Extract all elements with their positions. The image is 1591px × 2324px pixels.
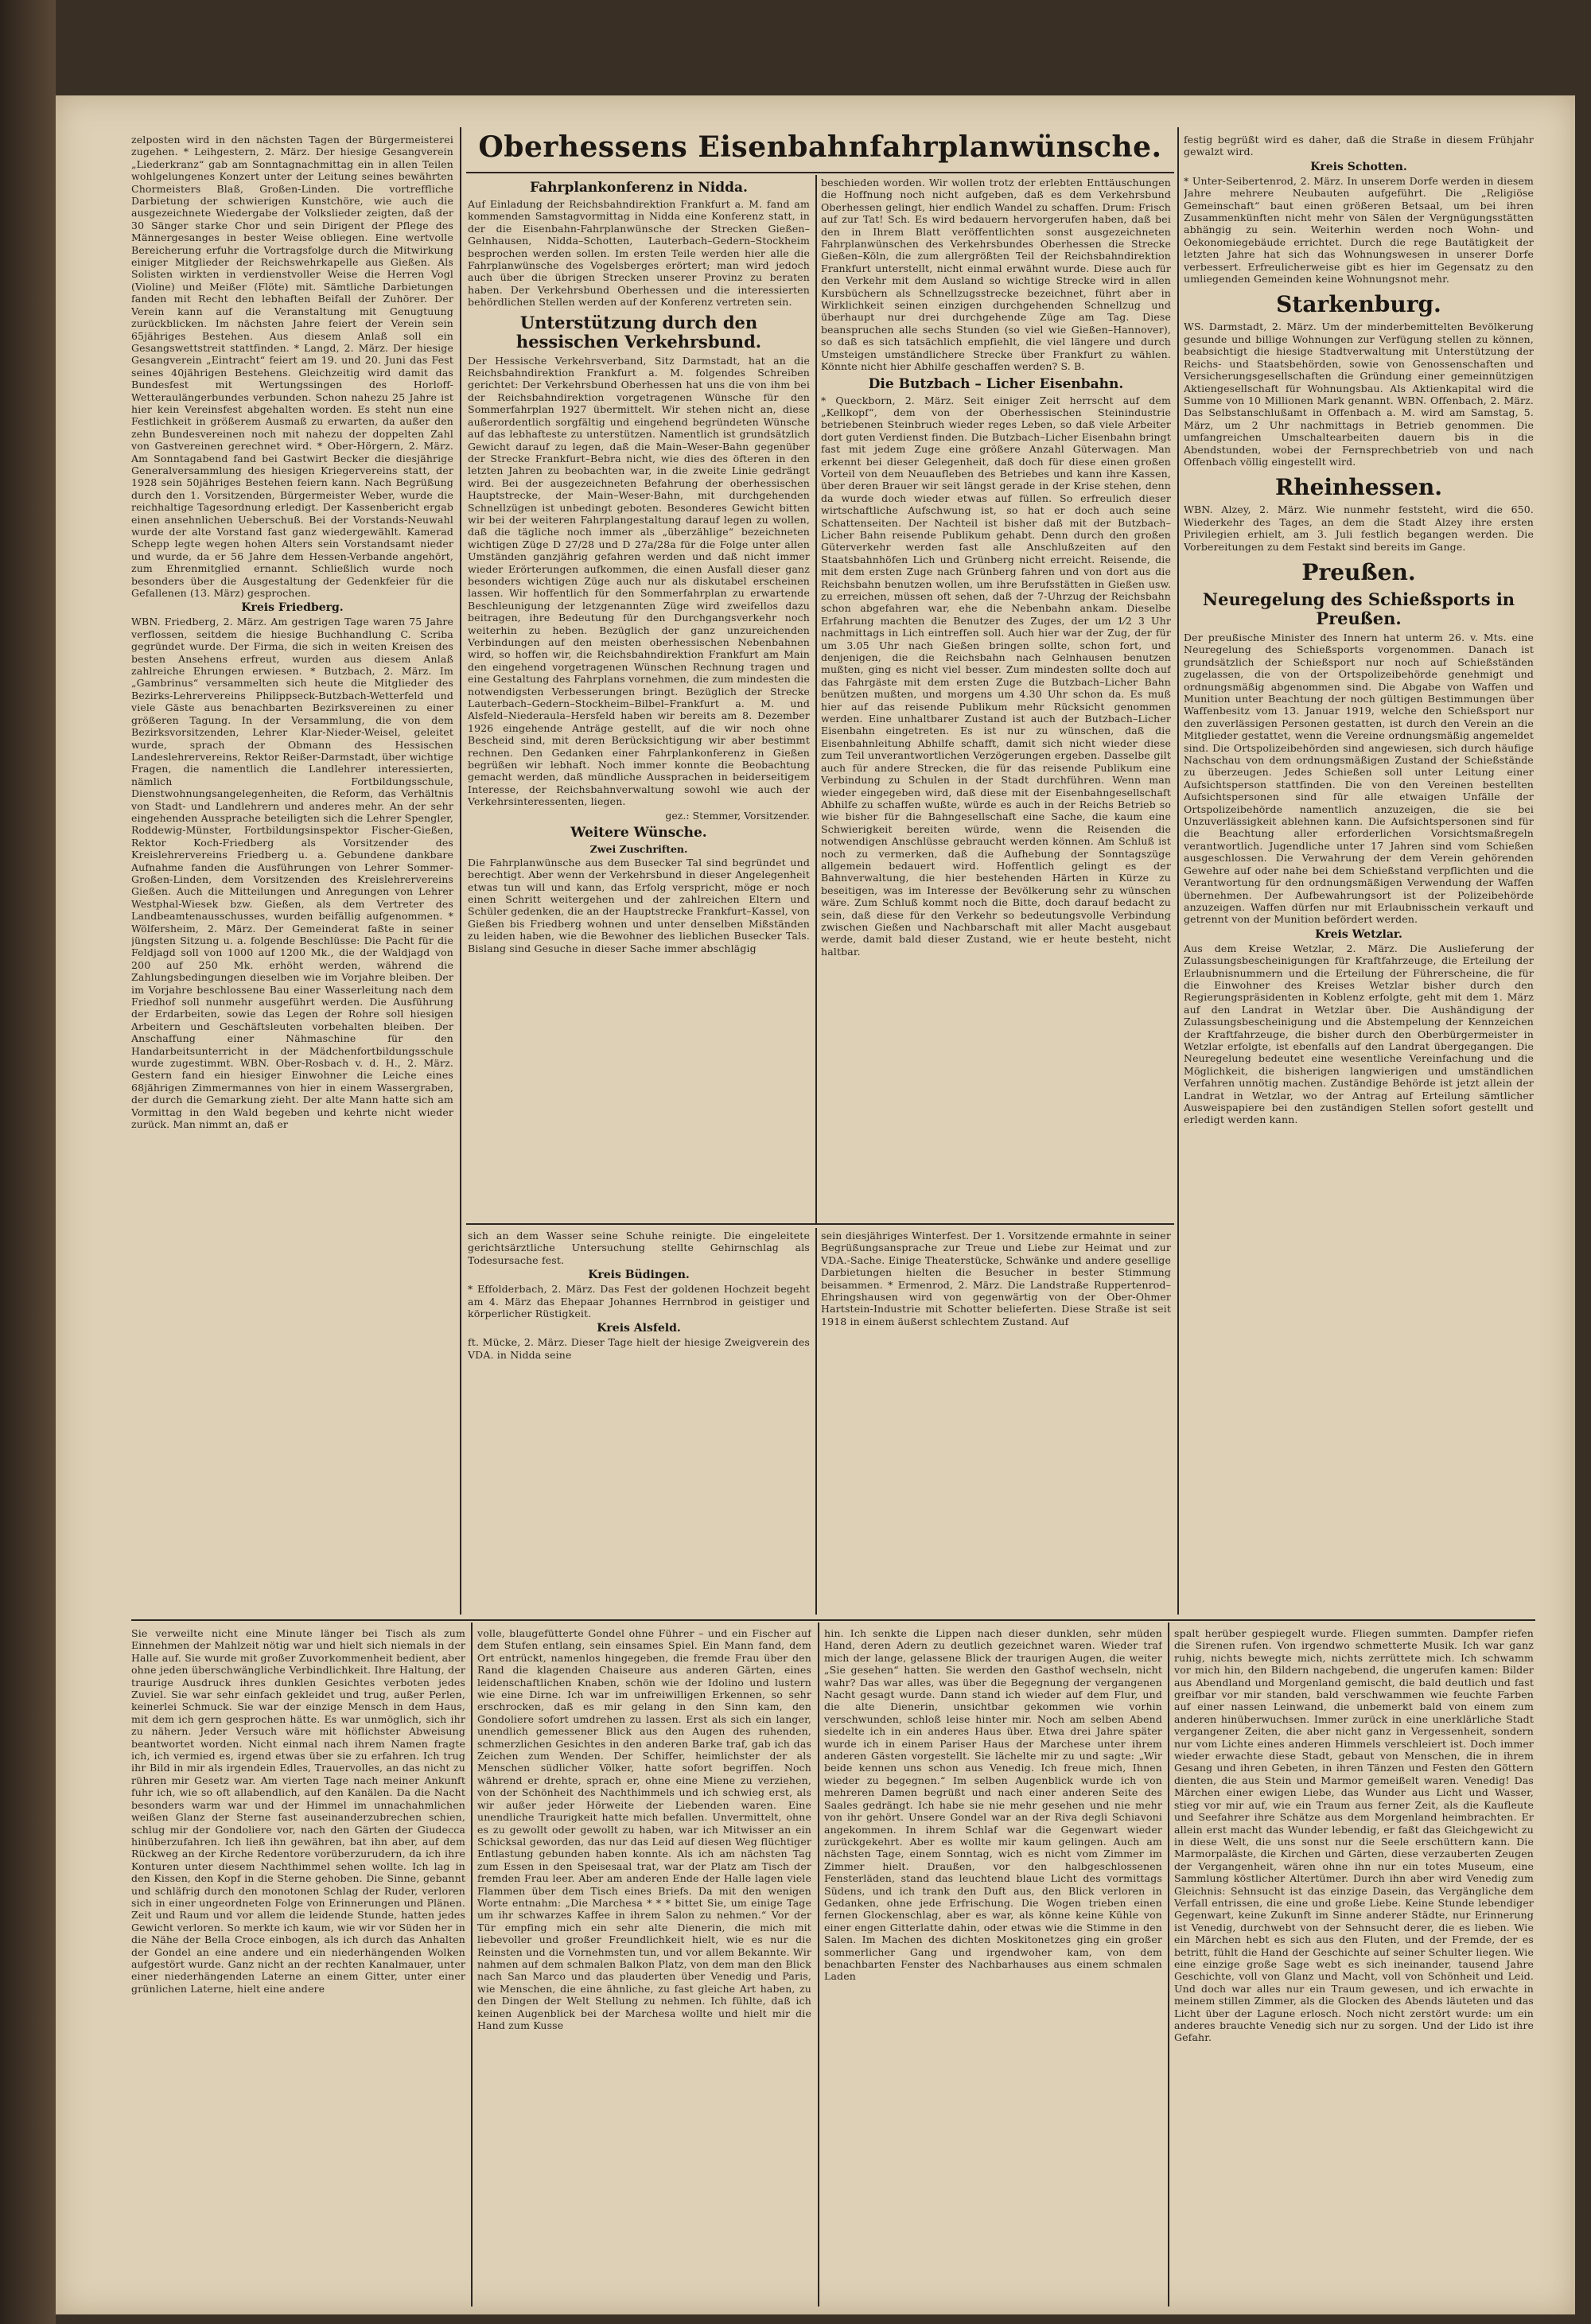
article-header [466,127,1174,169]
column-3-text-2: * Queckborn, 2. März. Seit einiger Zeit herrscht auf dem „Kellkopf“, dem von der Oberhessischen Steinindustrie betriebenen Steinbruch wieder reges Leben, so daß viele Arbeiter dort guten Verdienst finden. Die Butzbach–Licher Eisenbahn bringt fast mit jedem Zuge eine größere Anzahl Güterwagen. Man erkennt bei dieser Gelegenheit, daß doch für diese einen großen Vorteil von dem Neuaufleben des Betriebes und kann ihre Kassen, über deren Brauer wir seit längst gerade in der Krise stehen, denn da wurde doch wieder etwas auf füllen. So erfreulich dieser wirtschaftliche Aufschwung ist, so hat er doch auch seine Schattenseiten. Der Nachteil ist bisher daß mit der Butzbach–Licher Bahn reisende Publikum gehabt. Denn durch den großen Güterverkehr werden fast alle Anschlußzeiten auf den Staatsbahnhöfen Lich und Grünberg nicht erreicht. Reisende, die mit dem ersten Zuge nach Grünberg fahren und von dort aus die Reichsbahn benutzen wollen, um ihre Berufsstätten in Gießen usw. zu erreichen, müssen oft sehen, daß der 7-Uhrzug der Reichsbahn schon abgefahren war, ehe die Nebenbahn ankam. Dieselbe Erfahrung machten die Benutzer des Zuges, der um 1⁄2 3 Uhr nachmittags in Lich eintreffen soll. Auch hier war der Zug, der für um 3.05 Uhr nach Gießen bringen sollte, schon fort, und denjenigen, die die Reichsbahn nach Gelnhausen benutzen mußten, ging es nicht viel besser. Zum mindesten sollte doch auf das Fahrgäste mit dem ersten Zuge die Butzbach–Licher Bahn benützen mußten, und morgens um 4.30 Uhr schon da. Es muß hier auf das reisende Publikum mehr Rücksicht genommen werden. Eine unhaltbarer Zustand ist auch der Butzbach–Licher Eisenbahn eingetreten. Es ist nur zu wünschen, daß die Eisenbahnleitung Abhilfe schafft, damit sich nicht wieder diese zum Teil unverantwortlichen Verzögerungen ergeben. Dasselbe gilt auch für andere Strecken, die für das reisende Publikum eine Verbindung zu Schulen in der Stadt durchführen. Wenn man wieder eingegeben wird, daß diese mit der Eisenbahngesellschaft Abhilfe zu schaffen wußte, würde es auch in der Reichs Betrieb so wie bisher für die Bahngesellschaft eine Sache, die kaum eine Schwierigkeit bereiten würde, wenn die Reisenden die notwendigen Anschlüsse gebraucht werden können. Am Schluß ist noch zu vermerken, daß die Aufhebung der Sonntagszüge allgemein bedauert wird. Hoffentlich gelingt es der Bahnverwaltung, die hier bestehenden Härten in Kürze zu beseitigen, was im Interesse der Bevölkerung sehr zu wünschen wäre. Zum Schluß kommt noch die Bitte, doch darauf bedacht zu sein, daß diese für den Verkehr so bedeutungsvolle Verbindung zwischen Gießen und Nachbarschaft mit aller Macht ausgebaut werde, damit bald dieser Zustand, wie er heute besteht, nicht haltbar. [821,394,1171,958]
column-4-text: festig begrüßt wird es daher, daß die Straße in diesem Frühjahr gewalzt wird. [1184,134,1534,158]
heading-rheinhessen: Rheinhessen. [1274,474,1443,501]
heading-kreis-buedingen: Kreis Büdingen. [588,1269,690,1282]
column-2-text-2: Der Hessische Verkehrsverband, Sitz Darmstadt, hat an die Reichsbahndirektion Frankfurt a. M. folgendes Schreiben gerichtet: Der Verkehrsbund Oberhessen hat uns die von ihm bei der Reichsbahndirektion vorgetragenen Wünsche für den Sommerfahrplan 1927 übermittelt. Wir stehen nicht an, diese außerordentlich sorgfältig und eingehend begründeten Wünsche auf das lebhafteste zu unterstützen. Namentlich ist grundsätzlich Gewicht darauf zu legen, daß die Main–Weser-Bahn gegenüber der Strecke Frankfurt–Bebra nicht, wie dies des öfteren in den letzten Jahren zu beobachten war, in die zweite Linie gedrängt wird. Bei der ausgezeichneten Befahrung der oberhessischen Hauptstrecke, der Main–Weser-Bahn, mit durchgehenden Schnellzügen ist unbedingt geboten. Besonderes Gewicht bitten wir bei der weiteren Fahrplangestaltung darauf legen zu wollen, daß die tägliche noch immer als „überzählige“ bezeichneten wichtigen Züge D 27/28 und D 27a/28a für die Folge unter allen Umständen ganzjährig gefahren werden und daß nicht immer wieder Erörterungen aufkommen, die einen Ausfall dieser ganz besonders wichtigen Züge auch nur als diskutabel erscheinen lassen. Wir hoffentlich für den Sommerfahrplan zu erwartende Beschleunigung der letzgenannten Züge wird zweifellos dazu beitragen, ihre Bedeutung für den Durchgangsverkehr noch weiterhin zu heben. Bezüglich der ganz unzureichenden Verbindungen auf den meisten oberhessischen Nebenbahnen wird, so hoffen wir, die Reichsbahndirektion Frankfurt am Main den eingehend vorgetragenen Wünschen Rechnung tragen und eine Gestaltung des Fahrplans vornehmen, die zum mindesten die notwendigsten Verbesserungen bringt. Bezüglich der Strecke Lauterbach–Gedern–Stockheim–Bilbel–Frankfurt a. M. und Alsfeld–Niederaula–Hersfeld haben wir bereits am 8. Dezember 1926 eingehende Anträge gestellt, auf die wir noch ohne Bescheid sind, mit deren Berücksichtigung wir aber bestimmt rechnen. Den Gedanken einer Fahrplankonferenz in Gießen begrüßen wir lebhaft. Noch immer konnte die Beobachtung gemacht werden, daß mündliche Aussprachen in beiderseitigem Interesse, der Reichsbahnverwaltung sowohl wie auch der Verkehrsinteressenten, liegen. [468,354,810,808]
heading-kreis-friedberg: Kreis Friedberg. [241,601,344,615]
heading-fahrplankonferenz: Fahrplankonferenz in Nidda. [530,180,748,196]
scan-background [56,0,1591,95]
feuilleton-rule [131,1619,1535,1621]
heading-butzbach-licher: Die Butzbach – Licher Eisenbahn. [868,375,1124,392]
heading-preussen: Preußen. [1301,558,1416,585]
column-2-lower [468,1230,810,1615]
column-1 [131,134,453,1613]
column-2-lower-text-2: * Effolderbach, 2. März. Das Fest der goldenen Hochzeit begeht am 4. März das Ehepaar Johannes Herrnbrod in geistiger und körperlicher Rüstigkeit. [468,1283,810,1320]
heading-zwei-zuschriften: Zwei Zuschriften. [589,842,688,855]
column-rule [815,175,817,1223]
feuilleton-column-3 [824,1627,1162,2303]
feuilleton-text-2: volle, blaugefütterte Gondel ohne Führer – und ein Fischer auf dem Stufen entlang, sein einsames Spiel. Ein Mann fand, dem Ort entrückt, namenlos hingegeben, die fremde Frau über den Rand die klagenden Chaiseure aus anderen Gärten, eines leidenschaftlichen Knaben, schön wie der Idolino und lustern wie eine Dirne. Ich war im unfreiwilligen Erkennen, so sehr erschrocken, daß es mir gelang in den Sinn kam, den Gondoliere sofort umdrehen zu lassen. Erst als sich ein langer, unendlich gemessener Blick aus den Augen des ruhenden, schmerzlichen Gesichtes in den anderen Barke traf, gab ich das Zeichen zum Wenden. Der Schiffer, heimlichster der als Menschen südlicher Völker, hatte sofort begriffen. Noch während er drehte, sprach er, ohne eine Miene zu verziehen, von der Schönheit des Nachthimmels und ich schwieg erst, als wir außer jeder Hörweite der Liebenden waren. Eine unendliche Traurigkeit hatte mich befallen. Unvermittelt, ohne es zu gewollt oder gewollt zu haben, war ich Mitwisser an ein Schicksal geworden, das nur das Leid auf diesen Weg flüchtiger Entlastung gebunden haben konnte. Als ich am nächsten Tag zum Essen in den Speisesaal trat, war der Platz am Tisch der fremden Frau leer. Aber am anderen Ende der Halle lagen viele Flammen über dem Tisch eines Briefs. Da mit den wenigen Worte entnahm: „Die Marchesa * * * bittet Sie, um einige Tage um ihr schwarzes Kaffee in ihrem Salon zu nehmen.“ Vor der Tür empfing mich ein sehr alte Dienerin, die mich mit liebevoller und großer Freundlichkeit hielt, wie es nur die Reinsten und die Vornehmsten tun, und vor allem Bekannte. Wir nahmen auf dem schmalen Balkon Platz, von dem man den Blick nach San Marco und das plauderten über Venedig und Paris, wie Menschen, die eine ähnliche, zu fast gleiche Art haben, zu den Dingen der Welt Stellung zu nehmen. Ich fühlte, daß ich keinen Augenblick bei der Marchesa wollte und hielt mir die Hand zum Kusse [477,1627,811,2031]
column-2-lower-text: sich an dem Wasser seine Schuhe reinigte. Die eingeleitete gerichtsärztliche Untersuchung stellte Gehirnschlag als Todesursache fest. [468,1230,810,1266]
signature: gez.: Stemmer, Vorsitzender. [665,809,810,822]
heading-kreis-schotten: Kreis Schotten. [1310,160,1407,173]
column-4-text-2: WS. Darmstadt, 2. März. Um der minderbemittelten Bevölkerung gesunde und billige Wohnungen zur Verfügung stellen zu können, beabsichtigt die hiesige Stadtverwaltung mit Unterstützung der Reichs- und Staatsbehörden, sowie von Genossenschaften und Versicherungsgesellschaften die Gründung einer gemeinnützigen Aktiengesellschaft für Wohnungsbau. Als Aktienkapital wird die Summe von 10 Millionen Mark genannt. WBN. Offenbach, 2. März. Das Selbstanschlußamt in Offenbach a. M. wird am Samstag, 5. März, um 2 Uhr nachmittags in Betrieb genommen. Die umfangreichen Umschaltearbeiten dauern bis in die Abendstunden, wobei der Fernsprechbetrieb von und nach Offenbach völlig eingestellt wird. [1184,321,1534,468]
column-rule [815,1228,817,1615]
newspaper-page [56,95,1575,2314]
column-rule [1177,127,1179,1615]
feuilleton-text-3: hin. Ich senkte die Lippen nach dieser dunklen, sehr müden Hand, deren Adern zu deutlich gezeichnet waren. Wieder traf mich der lange, gelassene Blick der traurigen Augen, die weiter „Sie gesehen“ hatten. Sie werden den Gasthof wechseln, nicht wahr? Das war alles, was über die Begegnung der vergangenen Nacht gesagt wurde. Dann stand ich wieder auf dem Flur, und die alte Dienerin, unsichtbar gekommen wie vorhin verschwunden, schloß leise hinter mir. Noch am selben Abend siedelte ich in ein anderes Haus über. Etwa drei Jahre später wurde ich in einem Pariser Haus der Marchese unter ihrem anderen Gästen vorgestellt. Sie lächelte mir zu und sagte: „Wir beide kennen uns schon aus Venedig. Ich freue mich, Ihnen wieder zu begegnen.“ Im selben Augenblick wurde ich von mehreren Damen begrüßt und nach einer anderen Seite des Saales gedrängt. Ich habe sie nie mehr gesehen und nie mehr von ihr gehört. Unsere Gondel war an der Riva degli Schiavoni angekommen. In ihrem Schlaf war die Gegenwart wieder zurückgekehrt. Aber es wollte mir kaum gelingen. Auch am nächsten Tage, einem Sonntag, wich es nicht vom Zimmer im Zimmer hielt. Draußen, vor den halbgeschlossenen Fensterläden, stand das leuchtend blaue Licht des vormittags Südens, und ich trank den Duft aus, den Blick verloren in Gedanken, ohne jede Erfrischung. Die Wogen trieben einen fernen Glockenschlag, aber es war, als könne keine Kühle von einer engen Gitterlatte dahin, oder etwas wie die Stimme in den Salen. Im Machen des dichten Moskitonetzes ging ein großer sommerlicher Gang und irgendwoher kam, von dem benachbarten Fenster des Nachbarhauses aus einem schmalen Laden [824,1627,1162,1983]
section-rule [466,1223,1174,1225]
column-3-lower-text: sein diesjähriges Winterfest. Der 1. Vorsitzende ermahnte in seiner Begrüßungsansprache zur Treue und Liebe zur Heimat und zur VDA.-Sache. Einige Theaterstücke, Schwänke und andere gesellige Darbietungen hielten die Besucher in bester Stimmung beisammen. * Ermenrod, 2. März. Die Landstraße Ruppertenrod–Ehringshausen wird von gegenwärtig von der Ober-Ohmer Hartstein-Industrie mit Schotter belieferten. Diese Straße ist seit 1918 in einem äußerst schlechtem Zustand. Auf [821,1230,1171,1327]
headline-rule [466,172,1174,173]
column-rule [460,127,461,1615]
column-1-text: zelposten wird in den nächsten Tagen der Bürgermeisterei zugehen. * Leihgestern, 2. März. Der hiesige Gesangverein „Liederkranz“ gab am Sonntagnachmittag ein in allen Teilen wohlgelungenes Konzert unter der Leitung seines bewährten Chormeisters Blaß, Großen-Linden. Die vortreffliche Darbietung der schwierigen Kunstchöre, wie auch die ausgezeichnete Wiedergabe der Volkslieder zeigten, daß der 30 Sänger starke Chor und sein Dirigent der Pflege des Männergesanges in bester Weise obliegen. Eine wertvolle Bereicherung erfuhr die Vortragsfolge durch die Mitwirkung einiger Mitglieder der Reichswehrkapelle aus Gießen. Als Solisten wirkten in verdienstvoller Weise die Herren Vogl (Violine) und Meißer (Flöte) mit. Sämtliche Darbietungen fanden mit Recht den lebhaften Beifall der Zuhörer. Der Verein kann auf die Veranstaltung mit Genugtuung zurückblicken. Im nächsten Jahre feiert der Verein sein 65jähriges Bestehen. Aus diesem Anlaß soll ein Gesangswettstreit stattfinden. * Langd, 2. März. Der hiesige Gesangverein „Eintracht“ feiert am 19. und 20. Juni das Fest seines 40jährigen Bestehens. Gleichzeitig wird damit das Bundesfest mit Wertungssingen des Horloff-Wetteraulängerbundes verbunden. Schon nahezu 25 Jahre ist hier kein Vereinsfest abgehalten worden. Es steht nun eine Festlichkeit in größerem Ausmaß zu erwarten, da außer den zehn Bundesvereinen noch mit nahezu der doppelten Zahl von Gastvereinen gerechnet wird. * Ober-Hörgern, 2. März. Am Sonntagabend fand bei Gastwirt Becker die diesjährige Generalversammlung des hiesigen Kriegervereins statt, der 1928 sein 50jähriges Bestehen feiern kann. Nach Begrüßung durch den 1. Vorsitzenden, Bürgermeister Weber, wurde die reichhaltige Tagesordnung erledigt. Der Kassenbericht ergab einen ansehnlichen Ueberschuß. Bei der Vorstands-Neuwahl wurde der alte Vorstand fast ganz wiedergewählt. Kamerad Schepp legte wegen hohen Alters sein Vorstandsamt nieder und wurde, da er 56 Jahre dem Hessen-Verbande angehört, zum Ehrenmitglied ernannt. Schließlich wurde noch besonders über die Ausgestaltung der Gedenkfeier für die Gefallenen (13. März) gesprochen. [131,134,453,600]
feuilleton-column-2 [477,1627,811,2303]
main-headline: Oberhessens Eisenbahnfahrplanwünsche. [478,130,1162,164]
column-1-text-2: WBN. Friedberg, 2. März. Am gestrigen Tage waren 75 Jahre verflossen, seitdem die hiesige Buchhandlung C. Scriba gegründet wurde. Der Firma, die sich in weiten Kreisen des besten Ansehens erfreut, wurden aus diesem Anlaß zahlreiche Ehrungen erwiesen. * Butzbach, 2. März. Im „Gambrinus“ versammelten sich heute die Mitglieder des Bezirks-Lehrervereins Philippseck-Butzbach-Wetterfeld und viele Gäste aus benachbarten Bezirksvereinen zu einer größeren Tagung. In der Versammlung, die von dem Bezirksvorsitzenden, Lehrer Klar-Nieder-Weisel, geleitet wurde, sprach der Obmann des Hessischen Landeslehrervereins, Rektor Reißer-Darmstadt, über wichtige Fragen, die namentlich die Landlehrer interessierten, nämlich Fortbildungsschule, Dienstwohnungsangelegenheiten, die Reform, das Verhältnis von Stadt- und Landlehrern und anderes mehr. An der sehr eingehenden Aussprache beteiligten sich die Lehrer Spengler, Roddewig-Münster, Fortbildungsinspektor Fischer-Gießen, Rektor Koch-Friedberg als Vorsitzender des Kreislehrervereins Friedberg u. a. Gebundene dankbare Aufnahme fanden die Ausführungen von Lehrer Sommer-Großen-Linden, dem Vorsitzenden des Kreislehrervereins Gießen. Auch die Mitteilungen und Anregungen von Lehrer Westphal-Wiesek bzw. Gießen, als dem Vertreter des Landbeamtenausschusses, wurden beifällig aufgenommen. * Wölfersheim, 2. März. Der Gemeinderat faßte in seiner jüngsten Sitzung u. a. folgende Beschlüsse: Die Pacht für die Feldjagd soll von 1000 auf 1200 Mk., die der Waldjagd von 200 auf 250 Mk. erhöht werden, während die Zahlungsbedingungen dieselben wie im Vorjahre bleiben. Der im Vorjahre beschlossene Bau einer Wasserleitung nach dem Friedhof soll nunmehr ausgeführt werden. Die Ausführung der Erdarbeiten, sowie das Legen der Rohre soll hiesigen Arbeitern und Geschäftsleuten vorbehalten bleiben. Der Anschaffung einer Nähmaschine für den Handarbeitsunterricht in der Mädchenfortbildungsschule wurde zugestimmt. WBN. Ober-Rosbach v. d. H., 2. März. Gestern fand ein hiesiger Einwohner die Leiche eines 68jährigen Zimmermannes von hier in einem Wassergraben, der durch die Gemarkung zieht. Der alte Mann hatte sich am Vormittag in den Wald begeben und kehrte nicht wieder zurück. Man nimmt an, daß er [131,616,453,1131]
column-rule [1168,1623,1169,2307]
column-4-text-3: WBN. Alzey, 2. März. Wie nunmehr feststeht, wird die 650. Wiederkehr des Tages, an dem die Stadt Alzey ihre ersten Privilegien erhielt, am 3. Juli festlich begangen werden. Die Vorbereitungen zu dem Festakt sind bereits im Gange. [1184,503,1534,553]
heading-weitere-wuensche: Weitere Wünsche. [570,824,707,841]
column-3 [821,177,1171,1218]
book-binding [0,0,56,2324]
feuilleton-text-1: Sie verweilte nicht eine Minute länger bei Tisch als zum Einnehmen der Mahlzeit nötig war und hielt sich niemals in der Halle auf. Sie wurde mit großer Zuvorkommenheit bedient, aber ohne jeden überschwängliche Verbindlichkeit. Ihre Haltung, der traurige Ausdruck ihres dunklen Gesichtes verboten jedes Zuviel. Sie war sehr einfach gekleidet und trug, außer Perlen, keinerlei Schmuck. Sie war der einzige Mensch in dem Haus, mit dem ich gern gesprochen hätte. Es war unmöglich, sich ihr zu nähern. Jeder Versuch wäre mit höflichster Abweisung beantwortet worden. Nicht einmal nach ihrem Namen fragte ich, ich vermied es, irgend etwas über sie zu erfahren. Ich trug ihr Bild in mir als irgendein Edles, Trauervolles, an das nicht zu rühren mir Gesetz war. Am vierten Tage nach meiner Ankunft fuhr ich, wie so oft allabendlich, auf den Kanälen. Da die Nacht besonders warm war und der Himmel im unnachahmlichen weißen Glanz der Sterne fast auseinanderzubrechen schien, schlug mir der Gondoliere vor, nach den Gärten der Giudecca hinüberzufahren. Ich ließ ihn gewähren, bat ihn aber, auf dem Rückweg an der Kirche Redentore vorüberzurudern, da ich ihre Konturen unter diesem Nachthimmel sehen wollte. Ich lag in den Kissen, den Kopf in die Sterne gehoben. Die Sinne, gebannt und schläfrig durch den monotonen Schlag der Ruder, verloren sich in einer ungeordneten Folge von Erinnerungen und Plänen. Zeit und Raum und vor allem die leidende Stunde, hatten jedes Gewicht verloren. So merkte ich kaum, wie wir vor Süden her in die Nähe der Bella Croce einbogen, als ich durch das Anhalten der Gondel an eine andere und ein niederhängenden Wolken aufgestört wurde. Ganz nicht an der rechten Kanalmauer, unter einer niederhängenden Laterne an einem Gitter, unter einer grünlichen Laterne, hielt eine andere [131,1627,465,1995]
feuilleton-text-4: spalt herüber gespiegelt wurde. Fliegen summten. Dampfer riefen die Sirenen rufen. Von irgendwo schmetterte Musik. Ich war ganz ruhig, nichts bewegte mich, nichts zerrüttete mich. Ich schwamm vor mich hin, den Bildern nachgebend, die ungerufen kamen: Bilder aus Abendland und Morgenland gemischt, die bald deutlich und fast greifbar vor mir standen, bald verschwammen wie feuchte Farben auf einer nassen Leinwand, die unbemerkt bald von einem zum anderen hinüberwuchsen. Immer zurück in eine unerklärliche Stadt vergangener Zeiten, die aber nicht ganz in Vergessenheit, sondern nur vom Lichte eines anderen Himmels verschleiert ist. Doch immer wieder erwachte diese Stadt, gebaut von Menschen, die in ihrem Gesang und ihren Gebeten, in ihren Tänzen und Festen den Göttern dienten, die aus Stein und Marmor gemeißelt waren. Venedig! Das Märchen einer ewigen Liebe, das Wunder aus Licht und Wasser, stieg vor mir auf, wie ein Traum aus ferner Zeit, als die Kaufleute und Seefahrer ihre Schätze aus dem Morgenland heimbrachten. Er allein erst macht das Wunder lebendig, er faßt das Gleichgewicht zu in diese Welt, die uns sonst nur die Seele erschüttern kann. Die Marmorpaläste, die Kirchen und Gärten, diese verzauberten Zeugen der Vergangenheit, wären ohne ihn nur ein totes Museum, eine Sammlung köstlicher Altertümer. Durch ihn aber wird Venedig zum Gleichnis: Sehnsucht ist das einzige Dasein, das Vergängliche dem Verfall entrissen, die eine und große Liebe. Keine Stunde lebendiger Gegenwart, keine Zukunft im Sinne anderer Städte, nur Erinnerung ist Venedig, durchwebt von der Sehnsucht derer, die es lieben. Wie ein Märchen hebt es sich aus den Fluten, und der Fremde, der es betritt, fühlt die Hand der Geschichte auf seiner Schulter liegen. Wie eine einzige große Sage webt es sich ineinander, tausend Jahre Geschichte, voll von Glanz und Macht, voll von Schönheit und Leid. Und doch war alles nur ein Traum gewesen, und ich erwachte in meinem stillen Zimmer, als die Glocken des Abends läuteten und das Licht über der Lagune erlosch. Noch nicht zerstört wurde: um ein anderes brauchte Venedig sich nur zu sorgen. Und der Lido ist ihre Gefahr. [1174,1627,1534,2044]
heading-kreis-wetzlar: Kreis Wetzlar. [1315,927,1402,941]
column-2-text: Auf Einladung der Reichsbahndirektion Frankfurt a. M. fand am kommenden Samstagvormittag in Nidda eine Konferenz statt, in der die Eisenbahn-Fahrplanwünsche der Strecken Gießen–Gelnhausen, Nidda–Schotten, Lauterbach–Gedern–Stockheim besprochen werden sollen. Im ersten Teile werden hier alle die Fahrplanwünsche des Vogelsberges erörtert; man wird jedoch auch über die übrigen Strecken unserer Provinz zu beraten haben. Der Verkehrsbund Oberhessen und die interessierten behördlichen Stellen werden auf der Konferenz vertreten sein. [468,198,810,309]
heading-unterstuetzung: Unterstützung durch den hessischen Verkehrsbund. [515,312,762,352]
column-2-lower-text-3: ft. Mücke, 2. März. Dieser Tage hielt der hiesige Zweigverein des VDA. in Nidda seine [468,1336,810,1361]
column-2-text-3: Die Fahrplanwünsche aus dem Busecker Tal sind begründet und berechtigt. Aber wenn der Verkehrsbund in dieser Angelegenheit etwas tun will und kann, das Erfolg verspricht, möge er noch einen Schritt weitergehen und der zahlreichen Eltern und Schüler gedenken, die an der Hauptstrecke Frankfurt–Kassel, von Gießen bis Friedberg wohnen und unter denselben Mißständen zu leiden haben, wie die Bewohner des lieblichen Busecker Tals. Bislang sind Gesuche in dieser Sache immer abschlägig [468,856,810,954]
column-rule [818,1623,819,2307]
heading-starkenburg: Starkenburg. [1276,291,1441,318]
feuilleton-column-4 [1174,1627,1534,2303]
column-4-text-5: Aus dem Kreise Wetzlar, 2. März. Die Auslieferung der Zulassungsbescheinigungen für Kraftfahrzeuge, die Erteilung der Erlaubnisnummern und die Erteilung der Führerscheine, die für die Einwohner des Kreises Wetzlar bisher durch den Regierungspräsidenten in Koblenz erfolgte, geht mit dem 1. März auf den Landrat in Wetzlar über. Die Aushändigung der Zulassungsbescheinigung und die Abstempelung der Kennzeichen der Kraftfahrzeuge, die bisher durch den Oberbürgermeister in Wetzlar erfolgte, ist ebenfalls auf den Landrat übergegangen. Die Neuregelung bedeutet eine wesentliche Vereinfachung und die Möglichkeit, die bisherigen langwierigen und umständlichen Verfahren unnötig machen. Zuständige Behörde ist jetzt allein der Landrat in Wetzlar, wo der Antrag auf Erteilung sämtlicher Ausweispapiere bei den zuständigen Stellen sofort gestellt und erledigt werden kann. [1184,942,1534,1126]
heading-schiesssport: Neuregelung des Schießsports in Preußen. [1202,589,1515,628]
feuilleton-column-1 [131,1627,465,2303]
column-rule [471,1623,473,2307]
column-3-lower [821,1230,1171,1615]
column-2 [468,177,810,1218]
column-4 [1184,134,1534,1613]
column-4-text-4: Der preußische Minister des Innern hat unterm 26. v. Mts. eine Neuregelung des Schießsports vorgenommen. Danach ist grundsätzlich der Schießsport nur noch auf Schießständen zugelassen, die von der Ortspolizeibehörde genehmigt und ordnungsmäßig abgenommen sind. Die Abgabe von Waffen und Munition unter Beachtung der noch gültigen Bestimmungen über Waffenbesitz vom 13. Januar 1919, welche den Schießsport nur den zuverlässigen Personen gestatten, ist durch den Verein an die Mitglieder gestattet, wenn die Vereine ordnungsmäßig angemeldet sind. Die Ortspolizeibehörden sind angewiesen, sich durch häufige Nachschau von dem ordnungsmäßigen Zustand der Schießstände zu überzeugen. Jedes Schießen soll unter Leitung einer Aufsichtsperson stattfinden. Die von den Vereinen bestellten Aufsichtspersonen sind für alle etwaigen Unfälle der Ortspolizeibehörde namentlich anzuzeigen, die sie bei Unzuverlässigkeit ablehnen kann. Die Aufsichtspersonen sind für die Beachtung aller erforderlichen Vorsichtsmaßregeln verantwortlich. Jugendliche unter 17 Jahren sind vom Schießen ausgeschlossen. Die Verwahrung der dem Verein gehörenden Gewehre auf oder nahe bei dem Schießstand verpflichten und die Verantwortung für den ordnungsmäßigen Verwendung der Waffen übernehmen. Der Aufbewahrungsort ist der Polizeibehörde anzuzeigen. Waffen dürfen nur mit Erlaubnisschein verkauft und getrennt von der Munition befördert werden. [1184,631,1534,926]
column-3-text: beschieden worden. Wir wollen trotz der erlebten Enttäuschungen die Hoffnung noch nicht aufgeben, daß es dem Verkehrsbund Oberhessen gelingt, hier endlich Wandel zu schaffen. Drum: Frisch auf zur Tat! Sch. Es wird bedauern hervorgerufen haben, daß bei den in Ihrem Blatt veröffentlichten sonst ausgezeichneten Fahrplanwünschen des Verkehrsbundes Oberhessen die Strecke Gießen–Köln, die zum allergrößten Teil der Reichsbahndirektion Frankfurt unterstellt, nicht einmal erwähnt wurde. Diese auch für den Verkehr mit dem Ausland so wichtige Strecke wird in allen Kursbüchern als Schnellzugsstrecke bezeichnet, führt aber in Wirklichkeit seinen einzigen durchgehenden Schnellzug und überhaupt nur drei durchgehende Züge am Tag. Diese beanspruchen alle sechs Stunden (so viel wie Gießen–Hannover), so daß es sich tatsächlich empfiehlt, die viel längere und durch Umsteigen umständlichere Strecke über Frankfurt zu wählen. Könnte nicht hier Abhilfe geschaffen werden? S. B. [821,177,1171,373]
column-4-text-1: * Unter-Seibertenrod, 2. März. In unserem Dorfe werden in diesem Jahre mehrere Neubauten aufgeführt. Die „Religiöse Gemeinschaft“ baut einen größeren Betsaal, um bei ihren Zusammenkünften nicht mehr von Sälen der Vergnügungsstätten abhängig zu sein. Weiterhin werden noch Wohn- und Oekonomiegebäude errichtet. Durch die rege Bautätigkeit der letzten Jahre hat sich das Wohnungswesen in unserer Dorfe verbessert. Erfreulicherweise gibt es hier im Gegensatz zu den umliegenden Gemeinden keine Wohnungsnot mehr. [1184,174,1534,286]
heading-kreis-alsfeld: Kreis Alsfeld. [597,1322,681,1335]
